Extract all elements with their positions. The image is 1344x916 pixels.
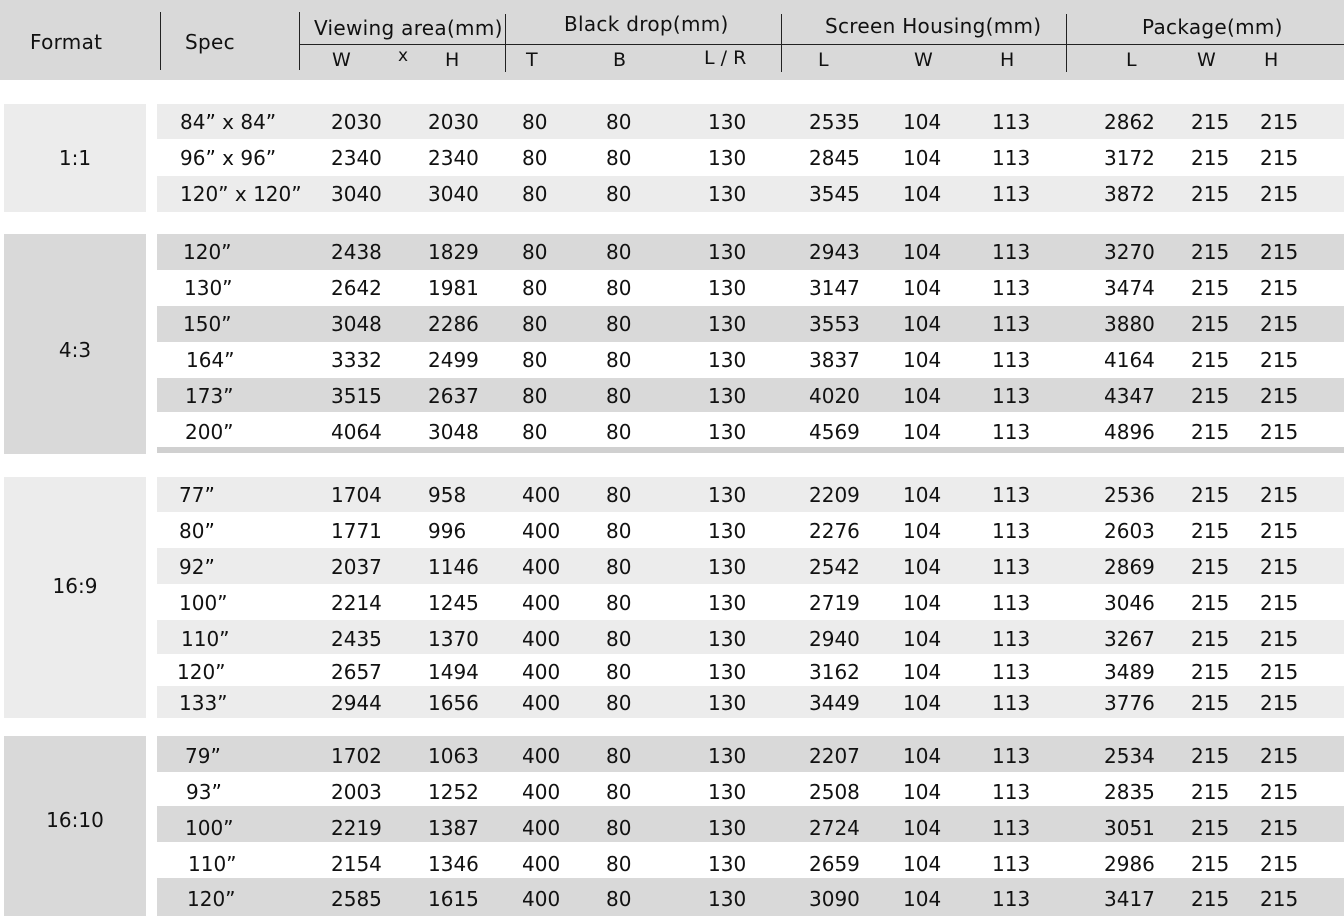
header-subline — [299, 44, 1344, 45]
cell-bd-t: 400 — [522, 660, 561, 684]
cell-pk-w: 215 — [1191, 182, 1230, 206]
cell-va-h: 2340 — [428, 146, 479, 170]
cell-sh-l: 2508 — [809, 780, 860, 804]
cell-pk-h: 215 — [1260, 744, 1299, 768]
cell-bd-t: 400 — [522, 780, 561, 804]
cell-pk-l: 4164 — [1104, 348, 1155, 372]
cell-sh-w: 104 — [903, 146, 942, 170]
cell-spec: 200” — [185, 420, 234, 444]
cell-pk-h: 215 — [1260, 691, 1299, 715]
cell-va-h: 2637 — [428, 384, 479, 408]
cell-sh-h: 113 — [992, 384, 1031, 408]
cell-pk-w: 215 — [1191, 384, 1230, 408]
cell-bd-lr: 130 — [708, 384, 747, 408]
cell-bd-b: 80 — [606, 483, 632, 507]
cell-bd-b: 80 — [606, 420, 632, 444]
cell-sh-l: 2276 — [809, 519, 860, 543]
cell-bd-t: 80 — [522, 110, 548, 134]
cell-bd-b: 80 — [606, 348, 632, 372]
cell-sh-l: 2940 — [809, 627, 860, 651]
cell-pk-l: 2862 — [1104, 110, 1155, 134]
cell-sh-w: 104 — [903, 627, 942, 651]
cell-pk-h: 215 — [1260, 483, 1299, 507]
cell-va-h: 958 — [428, 483, 467, 507]
cell-va-w: 2037 — [331, 555, 382, 579]
cell-va-h: 1615 — [428, 887, 479, 911]
cell-pk-w: 215 — [1191, 483, 1230, 507]
cell-sh-h: 113 — [992, 519, 1031, 543]
sub-va-w: W — [332, 49, 351, 71]
cell-spec: 150” — [183, 312, 232, 336]
cell-spec: 100” — [179, 591, 228, 615]
format-cell-4-3 — [4, 234, 146, 454]
cell-va-w: 3332 — [331, 348, 382, 372]
cell-spec: 96” x 96” — [180, 146, 277, 170]
cell-sh-h: 113 — [992, 146, 1031, 170]
cell-pk-h: 215 — [1260, 627, 1299, 651]
cell-bd-lr: 130 — [708, 691, 747, 715]
cell-bd-b: 80 — [606, 780, 632, 804]
cell-va-h: 1370 — [428, 627, 479, 651]
cell-spec: 110” — [181, 627, 230, 651]
cell-va-w: 2003 — [331, 780, 382, 804]
cell-bd-t: 400 — [522, 519, 561, 543]
cell-bd-lr: 130 — [708, 348, 747, 372]
header-divider — [160, 12, 161, 70]
cell-spec: 120” — [183, 240, 232, 264]
cell-bd-b: 80 — [606, 852, 632, 876]
sub-bd-lr: L / R — [704, 47, 747, 69]
cell-pk-w: 215 — [1191, 276, 1230, 300]
cell-spec: 92” — [179, 555, 215, 579]
cell-sh-w: 104 — [903, 348, 942, 372]
cell-bd-lr: 130 — [708, 110, 747, 134]
cell-pk-h: 215 — [1260, 591, 1299, 615]
cell-pk-l: 3270 — [1104, 240, 1155, 264]
cell-pk-w: 215 — [1191, 780, 1230, 804]
sub-va-h: H — [445, 49, 460, 71]
cell-pk-l: 3046 — [1104, 591, 1155, 615]
cell-va-h: 3040 — [428, 182, 479, 206]
cell-bd-b: 80 — [606, 555, 632, 579]
cell-bd-t: 400 — [522, 887, 561, 911]
cell-pk-h: 215 — [1260, 182, 1299, 206]
cell-va-w: 1704 — [331, 483, 382, 507]
cell-sh-h: 113 — [992, 348, 1031, 372]
cell-sh-w: 104 — [903, 110, 942, 134]
cell-sh-l: 2724 — [809, 816, 860, 840]
cell-va-w: 2435 — [331, 627, 382, 651]
cell-bd-lr: 130 — [708, 240, 747, 264]
cell-sh-l: 2542 — [809, 555, 860, 579]
cell-spec: 130” — [184, 276, 233, 300]
cell-va-w: 2154 — [331, 852, 382, 876]
cell-sh-w: 104 — [903, 312, 942, 336]
cell-bd-b: 80 — [606, 519, 632, 543]
cell-sh-l: 2719 — [809, 591, 860, 615]
cell-pk-h: 215 — [1260, 887, 1299, 911]
cell-va-h: 1656 — [428, 691, 479, 715]
cell-pk-w: 215 — [1191, 348, 1230, 372]
cell-sh-h: 113 — [992, 240, 1031, 264]
cell-sh-l: 2207 — [809, 744, 860, 768]
cell-bd-lr: 130 — [708, 555, 747, 579]
cell-bd-b: 80 — [606, 312, 632, 336]
cell-pk-l: 3880 — [1104, 312, 1155, 336]
cell-bd-t: 400 — [522, 816, 561, 840]
cell-bd-t: 400 — [522, 555, 561, 579]
cell-bd-t: 80 — [522, 312, 548, 336]
header-viewing-area: Viewing area(mm) — [314, 16, 503, 40]
cell-sh-l: 2845 — [809, 146, 860, 170]
cell-va-w: 2944 — [331, 691, 382, 715]
cell-pk-l: 3474 — [1104, 276, 1155, 300]
cell-pk-l: 2835 — [1104, 780, 1155, 804]
cell-pk-w: 215 — [1191, 312, 1230, 336]
cell-bd-t: 80 — [522, 240, 548, 264]
cell-pk-w: 215 — [1191, 519, 1230, 543]
cell-pk-h: 215 — [1260, 660, 1299, 684]
cell-sh-h: 113 — [992, 483, 1031, 507]
sub-va-x: x — [398, 46, 409, 66]
cell-sh-l: 4569 — [809, 420, 860, 444]
cell-pk-l: 2603 — [1104, 519, 1155, 543]
cell-bd-b: 80 — [606, 110, 632, 134]
cell-bd-b: 80 — [606, 744, 632, 768]
header-package: Package(mm) — [1142, 15, 1283, 39]
table-header — [0, 0, 1344, 80]
sub-bd-b: B — [613, 49, 627, 71]
cell-pk-w: 215 — [1191, 110, 1230, 134]
header-divider — [505, 14, 506, 72]
cell-pk-w: 215 — [1191, 591, 1230, 615]
cell-bd-lr: 130 — [708, 816, 747, 840]
cell-va-w: 2214 — [331, 591, 382, 615]
cell-va-h: 1146 — [428, 555, 479, 579]
format-label: 1:1 — [58, 146, 92, 170]
cell-pk-l: 2534 — [1104, 744, 1155, 768]
cell-sh-l: 2943 — [809, 240, 860, 264]
cell-pk-l: 3417 — [1104, 887, 1155, 911]
cell-va-h: 1346 — [428, 852, 479, 876]
format-label: 16:9 — [52, 574, 98, 598]
cell-sh-l: 2209 — [809, 483, 860, 507]
cell-sh-h: 113 — [992, 816, 1031, 840]
cell-pk-l: 3776 — [1104, 691, 1155, 715]
header-divider — [299, 12, 300, 70]
cell-sh-h: 113 — [992, 780, 1031, 804]
cell-bd-lr: 130 — [708, 887, 747, 911]
cell-pk-h: 215 — [1260, 780, 1299, 804]
cell-bd-lr: 130 — [708, 627, 747, 651]
cell-sh-l: 3162 — [809, 660, 860, 684]
cell-bd-b: 80 — [606, 816, 632, 840]
cell-pk-w: 215 — [1191, 240, 1230, 264]
cell-va-w: 1702 — [331, 744, 382, 768]
cell-spec: 77” — [179, 483, 215, 507]
cell-va-h: 1387 — [428, 816, 479, 840]
cell-spec: 93” — [186, 780, 222, 804]
cell-pk-h: 215 — [1260, 816, 1299, 840]
cell-sh-w: 104 — [903, 276, 942, 300]
header-divider — [781, 14, 782, 72]
format-cell-16-10 — [4, 736, 146, 916]
cell-sh-w: 104 — [903, 852, 942, 876]
cell-va-h: 1252 — [428, 780, 479, 804]
cell-bd-t: 80 — [522, 276, 548, 300]
cell-bd-lr: 130 — [708, 744, 747, 768]
cell-sh-h: 113 — [992, 555, 1031, 579]
cell-va-w: 2585 — [331, 887, 382, 911]
cell-sh-w: 104 — [903, 780, 942, 804]
cell-bd-b: 80 — [606, 276, 632, 300]
format-cell-16-9 — [4, 477, 146, 718]
cell-bd-t: 80 — [522, 348, 548, 372]
cell-spec: 110” — [188, 852, 237, 876]
sub-bd-t: T — [526, 49, 538, 71]
cell-bd-t: 400 — [522, 627, 561, 651]
cell-va-w: 2657 — [331, 660, 382, 684]
cell-va-h: 2030 — [428, 110, 479, 134]
sub-sh-l: L — [818, 49, 829, 71]
cell-va-h: 1063 — [428, 744, 479, 768]
cell-spec: 100” — [185, 816, 234, 840]
cell-bd-lr: 130 — [708, 483, 747, 507]
cell-va-w: 2340 — [331, 146, 382, 170]
cell-bd-lr: 130 — [708, 591, 747, 615]
cell-sh-h: 113 — [992, 887, 1031, 911]
header-divider — [1066, 14, 1067, 72]
cell-spec: 120” x 120” — [180, 182, 302, 206]
cell-va-w: 3040 — [331, 182, 382, 206]
cell-pk-l: 3872 — [1104, 182, 1155, 206]
cell-pk-l: 3051 — [1104, 816, 1155, 840]
cell-spec: 84” x 84” — [180, 110, 277, 134]
format-label: 4:3 — [58, 338, 92, 362]
sub-pk-h: H — [1264, 49, 1279, 71]
cell-va-h: 2499 — [428, 348, 479, 372]
cell-spec: 80” — [179, 519, 215, 543]
cell-bd-lr: 130 — [708, 852, 747, 876]
cell-spec: 173” — [185, 384, 234, 408]
cell-pk-h: 215 — [1260, 110, 1299, 134]
cell-va-h: 1829 — [428, 240, 479, 264]
cell-bd-lr: 130 — [708, 780, 747, 804]
cell-va-w: 1771 — [331, 519, 382, 543]
cell-pk-l: 3267 — [1104, 627, 1155, 651]
group-separator — [157, 447, 1344, 453]
cell-spec: 120” — [177, 660, 226, 684]
cell-pk-h: 215 — [1260, 384, 1299, 408]
cell-pk-h: 215 — [1260, 146, 1299, 170]
cell-va-h: 996 — [428, 519, 467, 543]
cell-va-w: 4064 — [331, 420, 382, 444]
cell-va-w: 2438 — [331, 240, 382, 264]
cell-sh-h: 113 — [992, 276, 1031, 300]
cell-sh-h: 113 — [992, 691, 1031, 715]
cell-bd-t: 80 — [522, 146, 548, 170]
cell-pk-l: 2869 — [1104, 555, 1155, 579]
sub-pk-l: L — [1126, 49, 1137, 71]
cell-sh-w: 104 — [903, 887, 942, 911]
cell-bd-t: 80 — [522, 420, 548, 444]
cell-bd-lr: 130 — [708, 276, 747, 300]
cell-bd-b: 80 — [606, 146, 632, 170]
cell-sh-h: 113 — [992, 312, 1031, 336]
cell-pk-h: 215 — [1260, 276, 1299, 300]
cell-sh-w: 104 — [903, 660, 942, 684]
cell-bd-b: 80 — [606, 591, 632, 615]
cell-va-h: 2286 — [428, 312, 479, 336]
cell-bd-t: 80 — [522, 384, 548, 408]
cell-spec: 133” — [179, 691, 228, 715]
cell-sh-w: 104 — [903, 519, 942, 543]
cell-bd-lr: 130 — [708, 146, 747, 170]
cell-pk-h: 215 — [1260, 852, 1299, 876]
cell-sh-l: 4020 — [809, 384, 860, 408]
cell-bd-b: 80 — [606, 627, 632, 651]
cell-bd-t: 400 — [522, 852, 561, 876]
cell-pk-w: 215 — [1191, 420, 1230, 444]
cell-bd-t: 400 — [522, 483, 561, 507]
cell-pk-l: 2986 — [1104, 852, 1155, 876]
format-cell-1-1 — [4, 104, 146, 212]
cell-pk-w: 215 — [1191, 627, 1230, 651]
cell-bd-t: 80 — [522, 182, 548, 206]
cell-va-w: 3515 — [331, 384, 382, 408]
cell-pk-l: 3172 — [1104, 146, 1155, 170]
cell-pk-w: 215 — [1191, 660, 1230, 684]
cell-va-h: 3048 — [428, 420, 479, 444]
cell-sh-w: 104 — [903, 240, 942, 264]
cell-bd-t: 400 — [522, 744, 561, 768]
cell-pk-w: 215 — [1191, 691, 1230, 715]
header-spec: Spec — [185, 30, 235, 54]
header-format: Format — [30, 30, 103, 54]
cell-bd-lr: 130 — [708, 182, 747, 206]
cell-va-w: 2219 — [331, 816, 382, 840]
cell-pk-w: 215 — [1191, 744, 1230, 768]
cell-bd-lr: 130 — [708, 519, 747, 543]
cell-sh-h: 113 — [992, 182, 1031, 206]
cell-pk-l: 3489 — [1104, 660, 1155, 684]
cell-sh-w: 104 — [903, 555, 942, 579]
cell-pk-w: 215 — [1191, 816, 1230, 840]
cell-sh-l: 2659 — [809, 852, 860, 876]
cell-bd-b: 80 — [606, 660, 632, 684]
cell-sh-h: 113 — [992, 852, 1031, 876]
cell-sh-l: 3545 — [809, 182, 860, 206]
cell-pk-h: 215 — [1260, 240, 1299, 264]
cell-spec: 164” — [186, 348, 235, 372]
cell-pk-h: 215 — [1260, 312, 1299, 336]
cell-pk-l: 4347 — [1104, 384, 1155, 408]
cell-sh-h: 113 — [992, 110, 1031, 134]
sub-pk-w: W — [1197, 49, 1216, 71]
cell-sh-l: 3147 — [809, 276, 860, 300]
cell-va-w: 3048 — [331, 312, 382, 336]
cell-bd-b: 80 — [606, 887, 632, 911]
cell-pk-w: 215 — [1191, 852, 1230, 876]
cell-sh-h: 113 — [992, 591, 1031, 615]
cell-sh-w: 104 — [903, 691, 942, 715]
sub-sh-h: H — [1000, 49, 1015, 71]
cell-sh-w: 104 — [903, 420, 942, 444]
header-screen-housing: Screen Housing(mm) — [825, 14, 1042, 38]
cell-pk-l: 4896 — [1104, 420, 1155, 444]
cell-pk-w: 215 — [1191, 555, 1230, 579]
cell-sh-w: 104 — [903, 182, 942, 206]
cell-bd-lr: 130 — [708, 420, 747, 444]
cell-va-h: 1245 — [428, 591, 479, 615]
cell-sh-l: 3449 — [809, 691, 860, 715]
cell-va-w: 2030 — [331, 110, 382, 134]
cell-spec: 120” — [187, 887, 236, 911]
cell-sh-l: 3837 — [809, 348, 860, 372]
cell-sh-l: 2535 — [809, 110, 860, 134]
cell-pk-w: 215 — [1191, 146, 1230, 170]
cell-pk-h: 215 — [1260, 420, 1299, 444]
cell-bd-b: 80 — [606, 182, 632, 206]
cell-bd-t: 400 — [522, 591, 561, 615]
cell-bd-b: 80 — [606, 384, 632, 408]
cell-sh-w: 104 — [903, 483, 942, 507]
cell-pk-h: 215 — [1260, 348, 1299, 372]
cell-bd-b: 80 — [606, 691, 632, 715]
cell-sh-l: 3090 — [809, 887, 860, 911]
cell-sh-l: 3553 — [809, 312, 860, 336]
cell-pk-h: 215 — [1260, 555, 1299, 579]
cell-pk-l: 2536 — [1104, 483, 1155, 507]
cell-pk-h: 215 — [1260, 519, 1299, 543]
cell-bd-b: 80 — [606, 240, 632, 264]
cell-sh-w: 104 — [903, 384, 942, 408]
cell-sh-w: 104 — [903, 591, 942, 615]
cell-pk-w: 215 — [1191, 887, 1230, 911]
cell-sh-h: 113 — [992, 660, 1031, 684]
cell-va-h: 1494 — [428, 660, 479, 684]
sub-sh-w: W — [914, 49, 933, 71]
cell-sh-h: 113 — [992, 627, 1031, 651]
cell-sh-h: 113 — [992, 420, 1031, 444]
cell-bd-lr: 130 — [708, 312, 747, 336]
format-label: 16:10 — [46, 808, 104, 832]
cell-sh-w: 104 — [903, 744, 942, 768]
cell-sh-h: 113 — [992, 744, 1031, 768]
cell-spec: 79” — [185, 744, 221, 768]
header-black-drop: Black drop(mm) — [564, 12, 729, 36]
cell-sh-w: 104 — [903, 816, 942, 840]
cell-bd-lr: 130 — [708, 660, 747, 684]
cell-va-h: 1981 — [428, 276, 479, 300]
cell-va-w: 2642 — [331, 276, 382, 300]
cell-bd-t: 400 — [522, 691, 561, 715]
